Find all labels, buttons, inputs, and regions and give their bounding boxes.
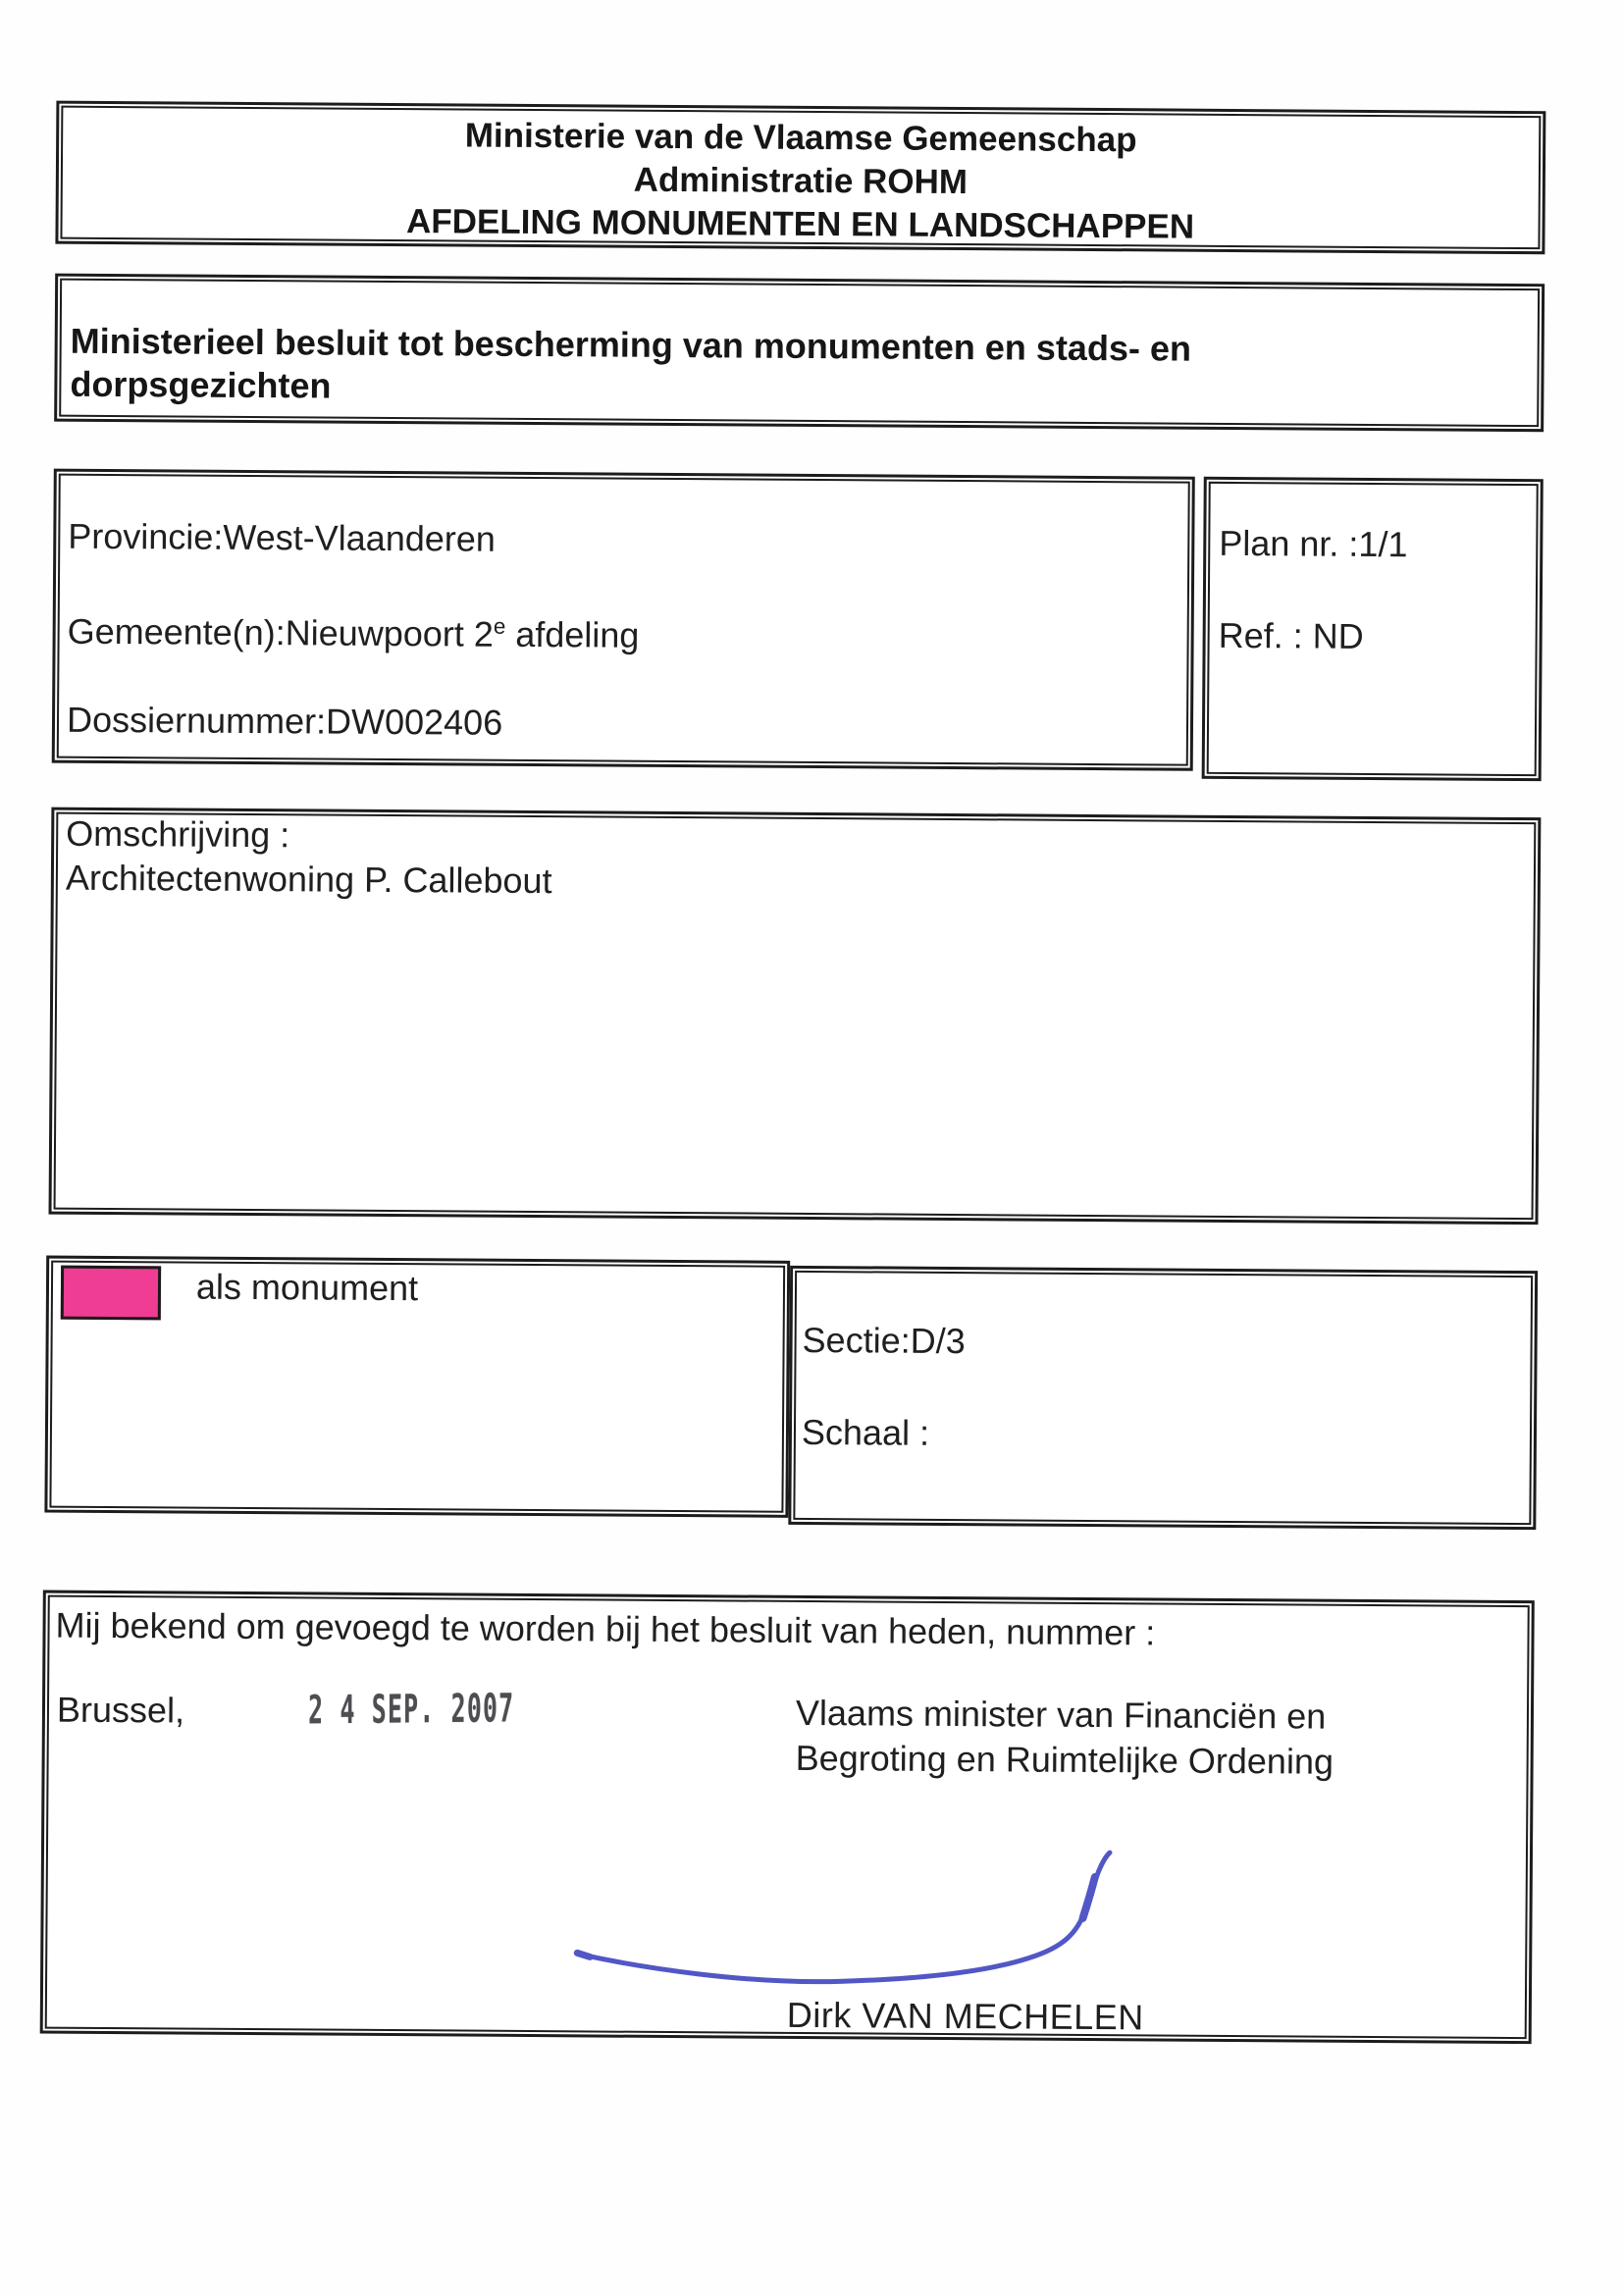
monument-color-swatch	[61, 1266, 161, 1321]
scale-row: Schaal :	[801, 1411, 930, 1453]
signature-stroke	[578, 1849, 1110, 1983]
date-stamp: 2 4 SEP. 2007	[308, 1686, 515, 1734]
map-info-box	[788, 1266, 1538, 1530]
municipality-suffix: afdeling	[505, 613, 640, 655]
decree-title-line-2: dorpsgezichten	[70, 363, 332, 406]
signature	[573, 1844, 1124, 1995]
header-line-administration: Administratie ROHM	[633, 160, 969, 202]
description-label: Omschrijving :	[66, 812, 290, 856]
signature-start-blob	[577, 1953, 590, 1957]
header-box	[55, 101, 1545, 255]
classification-box	[44, 1256, 790, 1518]
signature-thick-part	[1083, 1877, 1095, 1918]
description-value: Architectenwoning P. Callebout	[65, 857, 552, 902]
dossier-row: Dossiernummer:DW002406	[66, 699, 503, 743]
description-box	[49, 808, 1542, 1226]
attachment-note: Mij bekend om gevoegd te worden bij het besluit van heden, nummer :	[55, 1604, 1156, 1653]
place-label: Brussel,	[56, 1689, 185, 1731]
case-info-box	[52, 469, 1195, 771]
province-row: Provincie:West-Vlaanderen	[68, 515, 497, 559]
decree-title-box	[54, 274, 1544, 433]
municipality-superscript: e	[493, 613, 506, 639]
header-line-ministry: Ministerie van de Vlaamse Gemeenschap	[464, 116, 1137, 160]
municipality-row	[68, 611, 1181, 660]
reference-row: Ref. : ND	[1218, 614, 1364, 656]
closing-box	[40, 1591, 1535, 2045]
plan-number-row: Plan nr. :1/1	[1219, 522, 1408, 565]
minister-title-line-1: Vlaams minister van Financiën en	[795, 1692, 1327, 1737]
signer-name: Dirk VAN MECHELEN	[786, 1994, 1144, 2038]
monument-label: als monument	[195, 1266, 419, 1309]
minister-title-line-2: Begroting en Ruimtelijke Ordening	[795, 1737, 1335, 1782]
decree-title-line-1: Ministerieel besluit tot bescherming van monumenten en stads- en	[70, 320, 1192, 369]
minister-title	[795, 1691, 1334, 1785]
section-row: Sectie:D/3	[802, 1319, 966, 1362]
header-line-division: AFDELING MONUMENTEN EN LANDSCHAPPEN	[405, 202, 1195, 246]
plan-info-box	[1202, 477, 1544, 781]
municipality-text: Gemeente(n):Nieuwpoort 2	[67, 610, 495, 654]
